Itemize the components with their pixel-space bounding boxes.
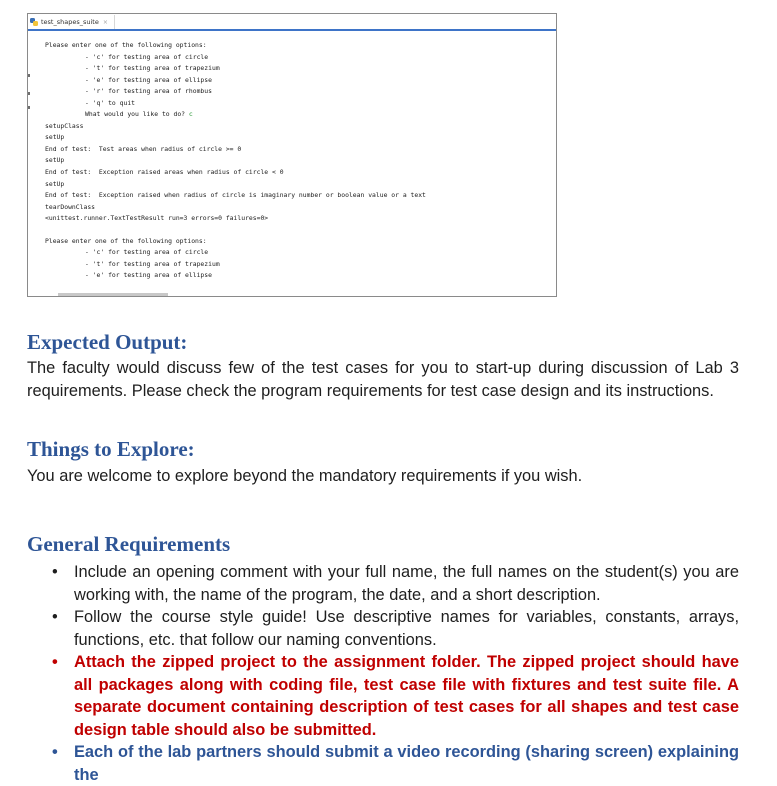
requirement-item xyxy=(27,651,739,741)
bullet: • xyxy=(52,608,58,626)
requirement-item xyxy=(27,606,739,651)
console-line xyxy=(45,155,552,167)
console-line-text: End of test: Test areas when radius of circle >= 0 xyxy=(45,144,242,153)
console-line xyxy=(45,270,552,282)
console-line-text: - 'e' for testing area of ellipse xyxy=(85,75,212,84)
console-line xyxy=(45,144,552,156)
console-line xyxy=(45,75,552,87)
console-tab[interactable] xyxy=(28,15,115,29)
console-line-text: - 'c' for testing area of circle xyxy=(85,52,209,61)
console-window xyxy=(27,13,557,297)
requirement-item xyxy=(27,561,739,606)
console-line-text: setUp xyxy=(45,133,65,142)
console-line-text: End of test: Exception raised areas when radius of circle < 0 xyxy=(45,168,284,177)
console-line xyxy=(45,98,552,110)
console-line xyxy=(45,121,552,133)
console-line-text: setUp xyxy=(45,179,65,188)
console-line xyxy=(45,259,552,271)
console-line xyxy=(45,236,552,248)
close-icon[interactable]: × xyxy=(102,18,108,26)
console-tab-label: test_shapes_suite xyxy=(41,18,99,26)
console-line xyxy=(45,213,552,225)
console-blank-line xyxy=(45,225,552,236)
console-line-text: End of test: Exception raised when radius of circle is imaginary number or boolean value or a text xyxy=(45,191,426,200)
console-line xyxy=(45,63,552,75)
console-line xyxy=(45,52,552,64)
requirement-text: Each of the lab partners should submit a video recording (sharing screen) explaining the xyxy=(74,743,739,784)
console-line xyxy=(45,109,552,121)
bullet: • xyxy=(52,743,58,761)
gutter-marker xyxy=(28,92,30,95)
python-icon xyxy=(30,18,38,26)
general-requirements-heading: General Requirements xyxy=(27,532,231,556)
console-line-text: <unittest.runner.TextTestResult run=3 errors=0 failures=0> xyxy=(45,214,269,223)
console-line-text: - 'c' for testing area of circle xyxy=(85,248,209,257)
gutter-marker xyxy=(28,106,30,109)
console-line xyxy=(45,202,552,214)
console-line xyxy=(45,247,552,259)
console-line-text: setUp xyxy=(45,156,65,165)
console-line-text: setupClass xyxy=(45,121,84,130)
expected-output-heading: Expected Output: xyxy=(27,330,188,354)
requirement-text: Follow the course style guide! Use descriptive names for variables, constants, arrays, functions, etc. that follow our naming conventions. xyxy=(74,608,739,649)
requirement-text: Include an opening comment with your full name, the full names on the student(s) you are working with, the name of the program, the date, and a short description. xyxy=(74,563,739,604)
horizontal-scrollbar[interactable] xyxy=(58,293,168,296)
gutter-marker xyxy=(28,74,30,77)
console-line-text: - 'r' for testing area of rhombus xyxy=(85,87,212,96)
console-tab-bar xyxy=(28,14,556,31)
console-output xyxy=(45,40,552,282)
console-user-input: c xyxy=(188,110,193,119)
requirement-text: Attach the zipped project to the assignment folder. The zipped project should have all packages along with coding file, test case file with fixtures and test suite file. A separate document containing description of test cases for all shapes and test case design table should also be submitted. xyxy=(74,653,739,739)
console-line-text: Please enter one of the following options: xyxy=(45,41,207,49)
console-line-text: - 't' for testing area of trapezium xyxy=(85,259,220,268)
console-line-text: - 't' for testing area of trapezium xyxy=(85,64,220,73)
console-line-text: What would you like to do? xyxy=(85,110,189,119)
console-line xyxy=(45,132,552,144)
console-line xyxy=(45,86,552,98)
bullet: • xyxy=(52,653,58,671)
console-line xyxy=(45,179,552,191)
things-to-explore-text: You are welcome to explore beyond the mandatory requirements if you wish. xyxy=(27,467,583,485)
requirements-list xyxy=(27,561,739,786)
requirement-item xyxy=(27,741,739,786)
console-line xyxy=(45,167,552,179)
expected-output-text: The faculty would discuss few of the test cases for you to start-up during discussion of Lab 3 requirements. Please check the program requirements for test case design and its instructions. xyxy=(27,359,739,400)
console-line-text: Please enter one of the following options: xyxy=(45,236,207,245)
console-line-text: tearDownClass xyxy=(45,202,96,211)
things-to-explore-heading: Things to Explore: xyxy=(27,437,195,461)
bullet: • xyxy=(52,563,58,581)
console-line-text: - 'q' to quit xyxy=(85,98,136,107)
console-line-text: - 'e' for testing area of ellipse xyxy=(85,271,212,280)
console-line xyxy=(45,40,552,52)
console-line xyxy=(45,190,552,202)
